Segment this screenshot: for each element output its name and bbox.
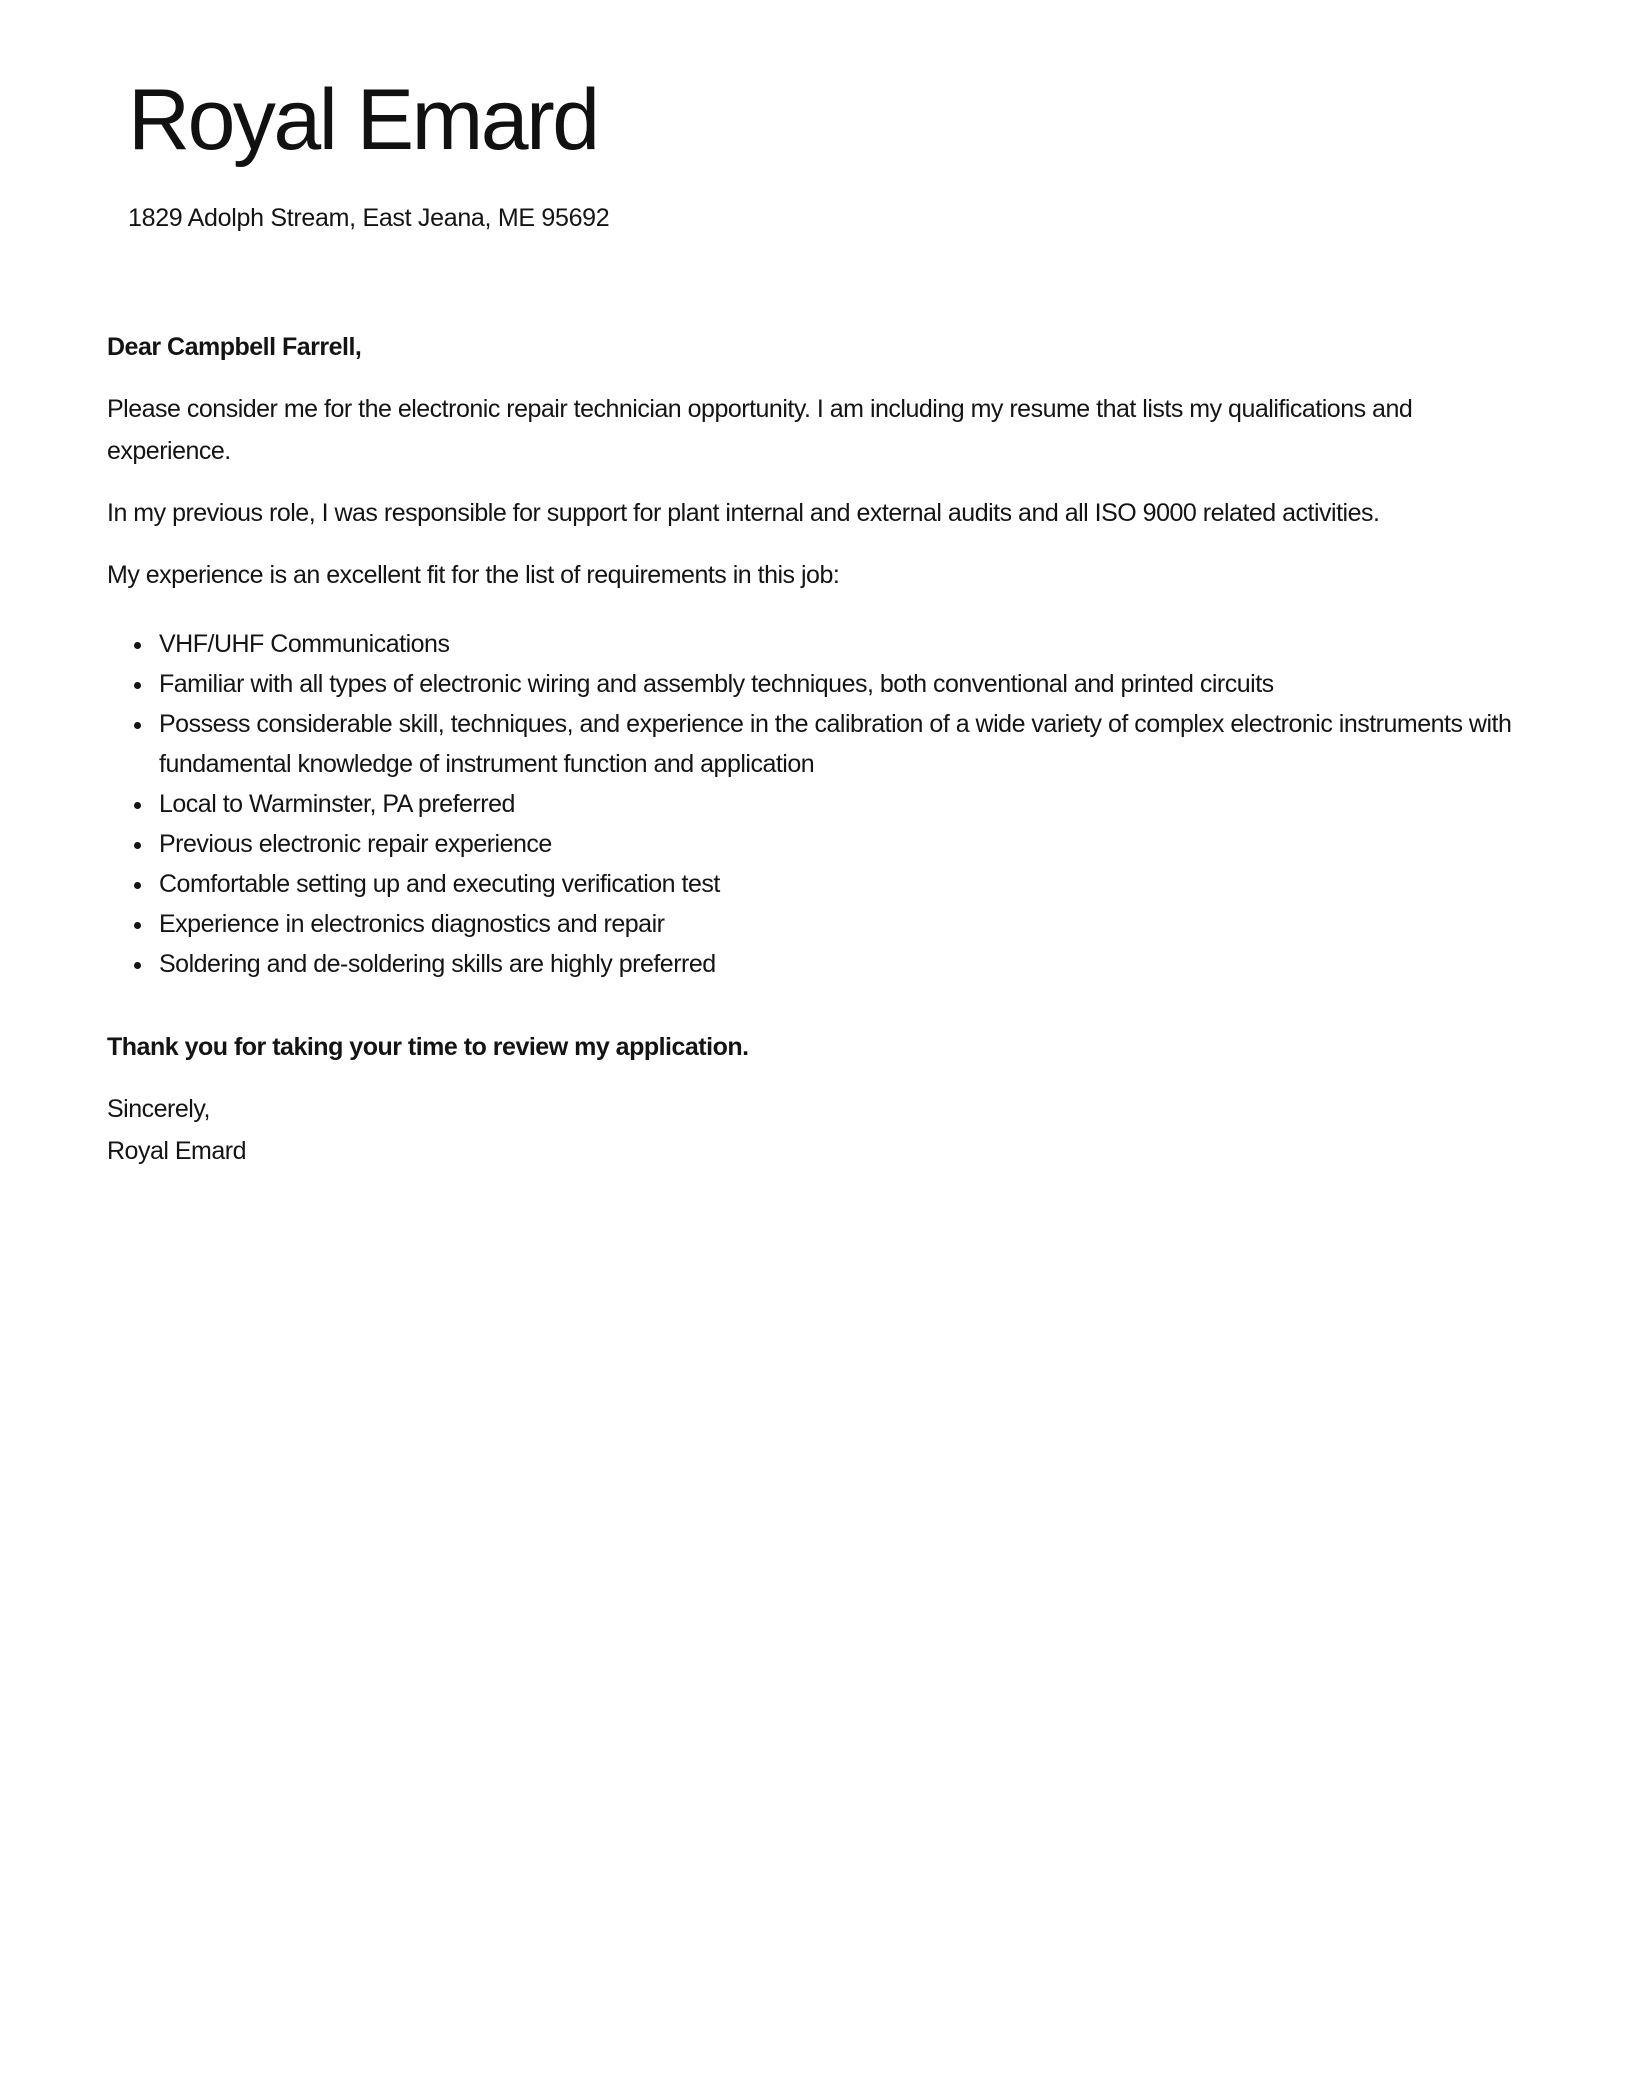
salutation: Dear Campbell Farrell, (107, 333, 362, 362)
letter-body (107, 326, 1540, 1172)
requirement-item: • Previous electronic repair experience (155, 824, 1540, 864)
paragraph-fit: My experience is an excellent fit for the list of requirements in this job: (107, 561, 840, 590)
letter-header (0, 0, 1632, 236)
requirement-item: • Possess considerable skill, techniques, and experience in the calibration of a wide variety of complex electronic instruments with fundamental knowledge of instrument function and application (155, 704, 1540, 784)
requirement-item: • Experience in electronics diagnostics and repair (155, 904, 1540, 944)
requirement-item: • Local to Warminster, PA preferred (155, 784, 1540, 824)
requirement-item: • Comfortable setting up and executing verification test (155, 864, 1540, 904)
requirement-item: • Familiar with all types of electronic wiring and assembly techniques, both conventional and printed circuits (155, 664, 1540, 704)
requirement-item: • VHF/UHF Communications (155, 624, 1540, 664)
requirements-list (107, 624, 1540, 984)
closing-thanks: Thank you for taking your time to review my application. (107, 1033, 749, 1062)
signature-name: Royal Emard (107, 1137, 246, 1166)
sender-address: 1829 Adolph Stream, East Jeana, ME 95692 (128, 204, 610, 233)
paragraph-previous-role: In my previous role, I was responsible for support for plant internal and external audits and all ISO 9000 related activities. (107, 499, 1380, 528)
requirement-item: • Soldering and de-soldering skills are highly preferred (155, 944, 1540, 984)
sign-off: Sincerely, (107, 1095, 210, 1124)
paragraph-intro: Please consider me for the electronic repair technician opportunity. I am including my resume that lists my qualifications and experience. (107, 395, 1413, 466)
sender-name: Royal Emard (128, 72, 598, 168)
sign-off-block (107, 1088, 1540, 1172)
